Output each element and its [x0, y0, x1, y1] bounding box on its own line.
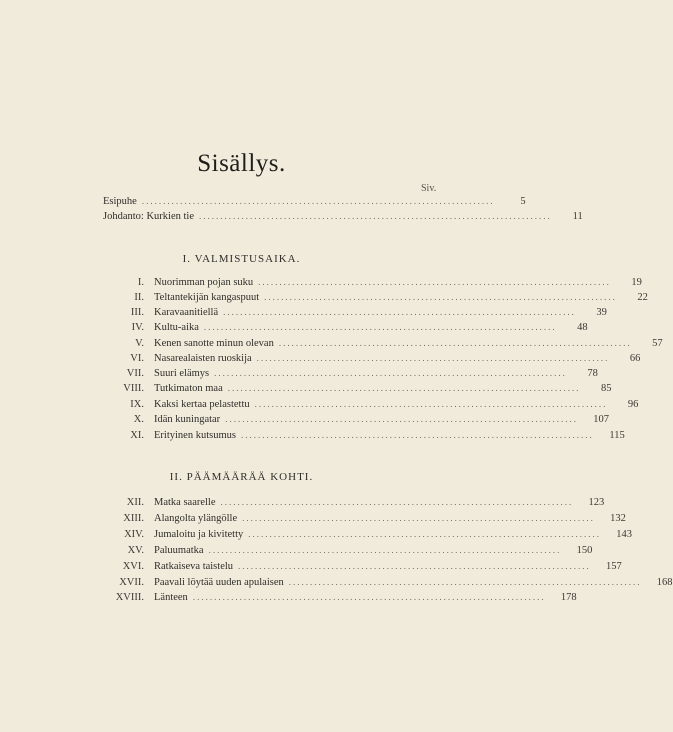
- chapter-page: 57: [652, 338, 663, 349]
- dot-leader: ...................................................................................: [192, 592, 546, 602]
- chapter-number: I.: [137, 277, 144, 288]
- chapter-number: XIV.: [124, 529, 144, 540]
- toc-chapter-row: [102, 575, 673, 589]
- chapter-page: 78: [587, 368, 598, 379]
- chapter-title: Kultu-aika: [154, 322, 199, 333]
- toc-chapter-row: [102, 290, 648, 304]
- dot-leader: ...................................................................................: [264, 292, 617, 302]
- toc-chapter-row: [102, 428, 625, 442]
- chapter-page: 115: [609, 430, 625, 441]
- dot-leader: ...................................................................................: [220, 497, 574, 507]
- dot-leader: ...................................................................................: [240, 430, 594, 440]
- chapter-number: XV.: [127, 545, 144, 556]
- entry-page: 11: [572, 211, 583, 222]
- entry-label: Johdanto: Kurkien tie: [103, 211, 194, 222]
- toc-chapter-row: [102, 559, 622, 573]
- chapter-title: Matka saarelle: [154, 497, 216, 508]
- chapter-page: 150: [576, 545, 593, 556]
- dot-leader: ...................................................................................: [248, 529, 601, 539]
- chapter-title: Jumaloitu ja kivitetty: [154, 529, 244, 540]
- entry-page: 5: [520, 196, 526, 207]
- chapter-number: VIII.: [123, 383, 144, 394]
- toc-chapter-row: [102, 320, 588, 334]
- chapter-number: II.: [134, 292, 144, 303]
- dot-leader: ...................................................................................: [198, 211, 552, 221]
- entry-label: Esipuhe: [103, 196, 137, 207]
- dot-leader: ...................................................................................: [238, 561, 591, 571]
- chapter-number: XI.: [130, 430, 144, 441]
- chapter-page: 85: [601, 383, 612, 394]
- chapter-title: Paluumatka: [154, 545, 204, 556]
- toc-chapter-row: [102, 397, 639, 411]
- chapter-page: 48: [577, 322, 588, 333]
- chapter-title: Idän kuningatar: [154, 414, 221, 425]
- dot-leader: ...................................................................................: [227, 383, 581, 393]
- chapter-title: Erityinen kutsumus: [154, 430, 236, 441]
- chapter-page: 66: [629, 353, 641, 364]
- chapter-title: Tutkimaton maa: [154, 383, 223, 394]
- dot-leader: ...................................................................................: [256, 353, 610, 363]
- dot-leader: ...................................................................................: [288, 577, 642, 587]
- chapter-title: Suuri elämys: [154, 368, 210, 379]
- dot-leader: ...................................................................................: [208, 545, 562, 555]
- chapter-page: 143: [616, 529, 632, 540]
- dot-leader: ...................................................................................: [258, 277, 611, 287]
- toc-chapter-row: [102, 366, 598, 380]
- toc-chapter-row: [102, 336, 663, 350]
- chapter-title: Teltantekijän kangaspuut: [154, 292, 260, 303]
- chapter-number: XVI.: [122, 561, 144, 572]
- chapter-page: 123: [588, 497, 605, 508]
- toc-chapter-row: [102, 511, 626, 525]
- chapter-number: V.: [135, 338, 144, 349]
- dot-leader: ...................................................................................: [203, 322, 557, 332]
- chapter-title: Karavaanitiellä: [154, 307, 219, 318]
- chapter-title: Länteen: [154, 592, 188, 603]
- toc-chapter-row: [102, 590, 577, 604]
- chapter-page: 132: [610, 513, 626, 524]
- chapter-title: Nasarealaisten ruoskija: [154, 353, 252, 364]
- page-title: Sisällys.: [197, 150, 286, 177]
- dot-leader: ...................................................................................: [242, 513, 595, 523]
- chapter-number: XIII.: [123, 513, 144, 524]
- dot-leader: ...................................................................................: [223, 307, 576, 317]
- chapter-page: 157: [606, 561, 622, 572]
- chapter-number: IV.: [131, 322, 144, 333]
- chapter-page: 96: [627, 399, 639, 410]
- toc-entry-preface: [103, 194, 526, 208]
- chapter-number: III.: [130, 307, 144, 318]
- toc-chapter-row: [102, 412, 609, 426]
- dot-leader: ...................................................................................: [214, 368, 567, 378]
- chapter-page: 19: [631, 277, 642, 288]
- dot-leader: ...................................................................................: [254, 399, 608, 409]
- chapter-number: XVII.: [119, 577, 144, 588]
- chapter-title: Alangolta ylängölle: [154, 513, 238, 524]
- toc-chapter-row: [102, 527, 632, 541]
- chapter-title: Kenen sanotte minun olevan: [154, 338, 274, 349]
- dot-leader: ...................................................................................: [278, 338, 632, 348]
- chapter-page: 178: [560, 592, 577, 603]
- toc-chapter-row: [102, 543, 593, 557]
- part-heading: I. VALMISTUSAIKA.: [182, 253, 301, 265]
- chapter-title: Kaksi kertaa pelastettu: [154, 399, 250, 410]
- chapter-number: IX.: [130, 399, 144, 410]
- chapter-number: VI.: [130, 353, 144, 364]
- part-heading: II. PÄÄMÄÄRÄÄ KOHTI.: [169, 471, 314, 483]
- toc-chapter-row: [102, 275, 642, 289]
- toc-chapter-row: [102, 351, 641, 365]
- dot-leader: ...................................................................................: [141, 196, 495, 206]
- toc-entry-introduction: [103, 209, 583, 223]
- toc-chapter-row: [102, 305, 607, 319]
- chapter-number: XII.: [126, 497, 144, 508]
- dot-leader: ...................................................................................: [225, 414, 578, 424]
- chapter-title: Nuorimman pojan suku: [154, 277, 254, 288]
- chapter-number: XVIII.: [115, 592, 144, 603]
- chapter-page: 168: [656, 577, 673, 588]
- chapter-page: 39: [596, 307, 607, 318]
- chapter-page: 22: [637, 292, 648, 303]
- chapter-page: 107: [593, 414, 609, 425]
- chapter-title: Ratkaiseva taistelu: [154, 561, 234, 572]
- chapter-number: X.: [133, 414, 144, 425]
- page-column-label: Siv.: [421, 183, 437, 194]
- chapter-title: Paavali löytää uuden apulaisen: [154, 577, 284, 588]
- chapter-number: VII.: [126, 368, 144, 379]
- toc-chapter-row: [102, 381, 612, 395]
- toc-chapter-row: [102, 495, 605, 509]
